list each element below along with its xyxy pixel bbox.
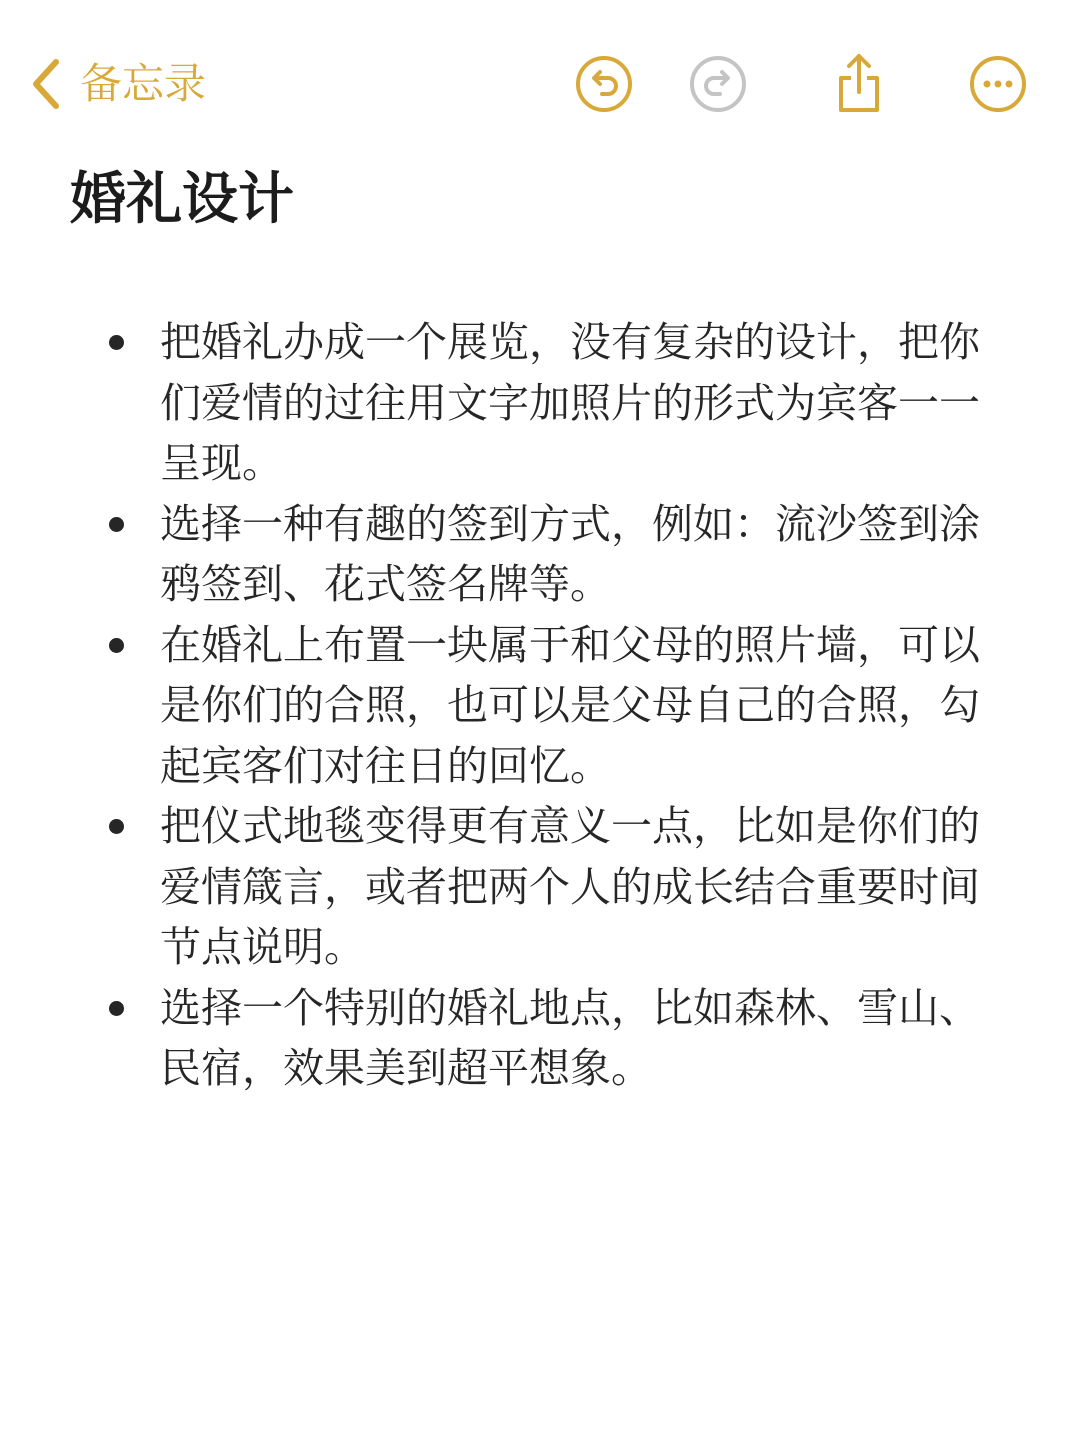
- bullet-icon: [109, 638, 124, 653]
- back-button[interactable]: [26, 52, 206, 116]
- redo-icon: [686, 52, 750, 116]
- bullet-icon: [109, 1001, 124, 1016]
- undo-icon: [572, 52, 636, 116]
- list-item: [100, 615, 1000, 797]
- list-item-text: 把婚礼办成一个展览，没有复杂的设计，把你们爱情的过往用文字加照片的形式为宾客一一呈现。: [160, 318, 980, 487]
- list-item: [100, 312, 1000, 494]
- list-item-text: 选择一个特别的婚礼地点，比如森林、雪山、民宿，效果美到超平想象。: [160, 983, 980, 1092]
- more-button[interactable]: [966, 52, 1030, 116]
- bullet-icon: [109, 517, 124, 532]
- note-title[interactable]: 婚礼设计: [70, 167, 294, 232]
- list-item-text: 选择一种有趣的签到方式，例如：流沙签到涂鸦签到、花式签名牌等。: [160, 499, 980, 608]
- navigation-bar: [0, 0, 1080, 160]
- bullet-icon: [109, 335, 124, 350]
- undo-button[interactable]: [572, 52, 636, 116]
- back-label: 备忘录: [80, 59, 207, 108]
- chevron-left-icon: [26, 52, 74, 116]
- more-icon: [966, 52, 1030, 116]
- note-bullet-list[interactable]: [100, 312, 1000, 1099]
- list-item: [100, 796, 1000, 978]
- share-icon: [827, 52, 891, 116]
- list-item: [100, 978, 1000, 1099]
- share-button[interactable]: [827, 52, 891, 116]
- list-item-text: 在婚礼上布置一块属于和父母的照片墙，可以是你们的合照，也可以是父母自己的合照，勾起宾客们对往日的回忆。: [160, 620, 980, 790]
- redo-button[interactable]: [686, 52, 750, 116]
- list-item: [100, 494, 1000, 615]
- bullet-icon: [109, 819, 124, 834]
- list-item-text: 把仪式地毯变得更有意义一点，比如是你们的爱情箴言，或者把两个人的成长结合重要时间节点说明。: [160, 802, 980, 971]
